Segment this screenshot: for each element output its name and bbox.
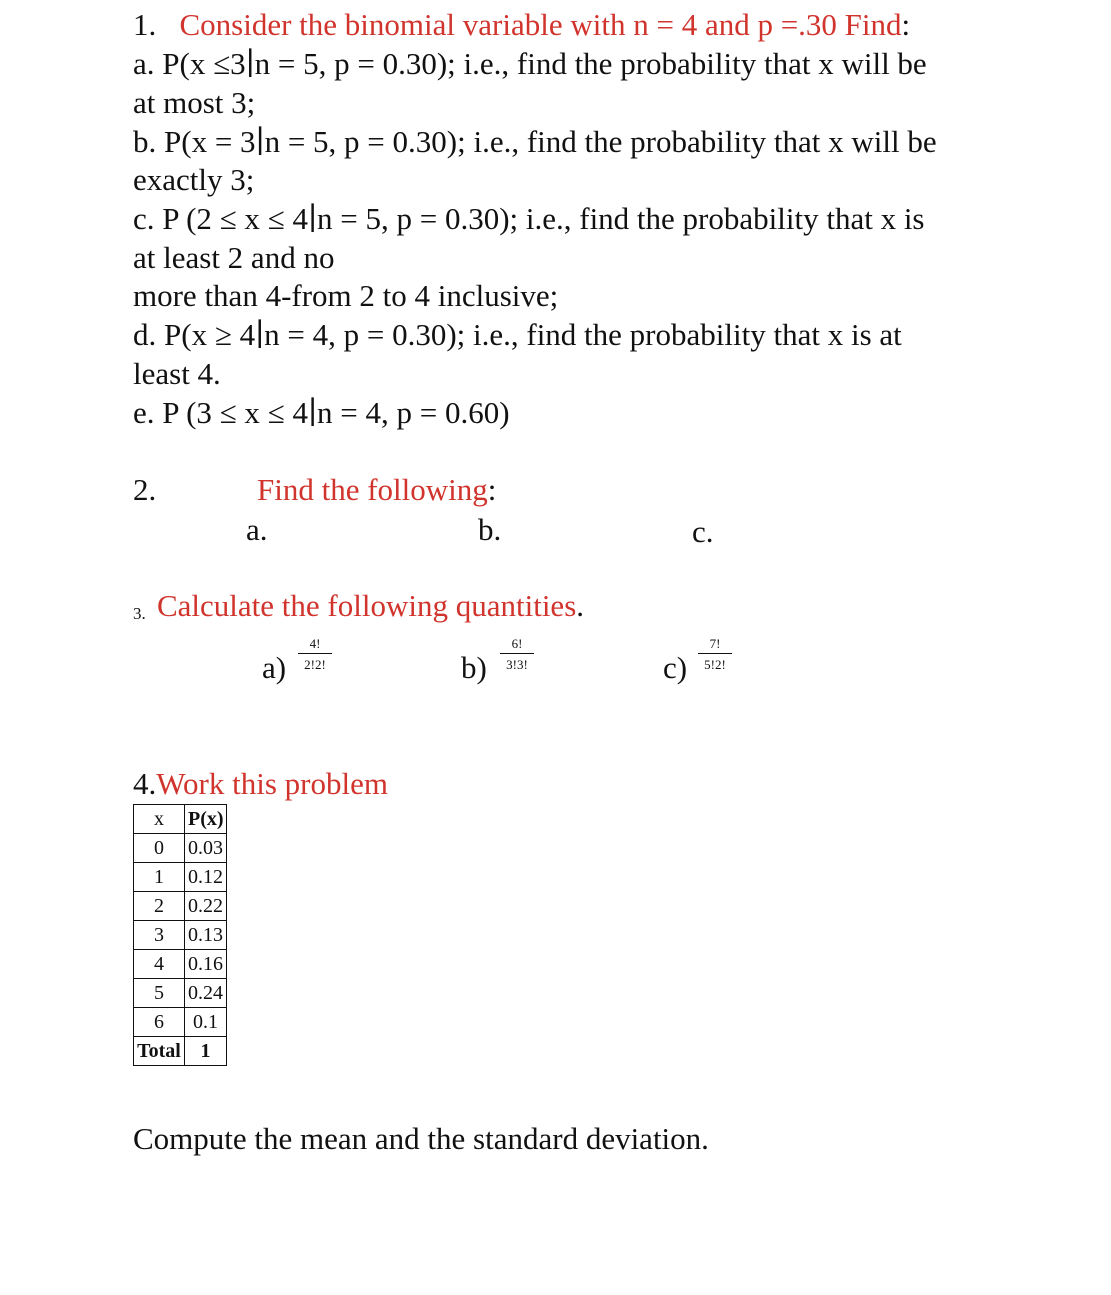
table-row xyxy=(134,834,227,863)
q1b-line1: b. P(x = 3∣n = 5, p = 0.30); i.e., find the probability that x will be xyxy=(133,124,937,159)
table-cell-px: 0.13 xyxy=(185,921,227,950)
table-header-x: x xyxy=(134,805,185,834)
table-cell-px: 0.1 xyxy=(185,1008,227,1037)
table-cell-px: 0.16 xyxy=(185,950,227,979)
q3-item-b-numerator: 6! xyxy=(500,636,534,654)
q4-heading-text: Work this problem xyxy=(156,766,388,801)
q2-label-c: c. xyxy=(692,514,714,549)
table-row xyxy=(134,863,227,892)
q3-period: . xyxy=(576,588,585,623)
table-cell-x: 2 xyxy=(134,892,185,921)
q3-item-a-numerator: 4! xyxy=(298,636,332,654)
table-cell-px: 0.24 xyxy=(185,979,227,1008)
q3-item-b-label: b) xyxy=(461,650,487,685)
q3-item-b-fraction xyxy=(500,636,534,672)
table-cell-x: 3 xyxy=(134,921,185,950)
q1c-line3: more than 4-from 2 to 4 inclusive; xyxy=(133,278,559,313)
table-cell-px: 0.12 xyxy=(185,863,227,892)
table-total-row xyxy=(134,1037,227,1066)
q1c-line1: c. P (2 ≤ x ≤ 4∣n = 5, p = 0.30); i.e., find the probability that x is xyxy=(133,201,925,236)
q2-colon: : xyxy=(487,472,497,507)
table-total-value: 1 xyxy=(185,1037,227,1066)
table-cell-x: 6 xyxy=(134,1008,185,1037)
table-cell-x: 1 xyxy=(134,863,185,892)
q2-heading-text: Find the following xyxy=(257,472,488,507)
table-row xyxy=(134,1008,227,1037)
q1c-line2: at least 2 and no xyxy=(133,240,335,275)
q1a-line1: a. P(x ≤3∣n = 5, p = 0.30); i.e., find the probability that x will be xyxy=(133,46,927,81)
q1-heading-text: Consider the binomial variable with n = 4 and p =.30 Find xyxy=(179,7,902,42)
q3-item-a-label: a) xyxy=(262,650,287,685)
table-cell-x: 4 xyxy=(134,950,185,979)
table-row xyxy=(134,950,227,979)
q3-heading xyxy=(157,587,584,625)
q2-number: 2. xyxy=(133,472,157,507)
q1e-line1: e. P (3 ≤ x ≤ 4∣n = 4, p = 0.60) xyxy=(133,395,510,430)
q3-item-c-denominator: 5!2! xyxy=(704,657,726,672)
table-header-row xyxy=(134,805,227,834)
table-cell-x: 5 xyxy=(134,979,185,1008)
q2-heading xyxy=(257,471,496,509)
q3-item-a-denominator: 2!2! xyxy=(304,657,326,672)
table-cell-px: 0.03 xyxy=(185,834,227,863)
probability-table xyxy=(133,804,227,1066)
table-row xyxy=(134,979,227,1008)
q3-item-c-label: c) xyxy=(663,650,688,685)
q1-colon: : xyxy=(901,7,911,42)
q2-label-a: a. xyxy=(246,512,268,547)
table-total-label: Total xyxy=(134,1037,185,1066)
q3-heading-text: Calculate the following quantities xyxy=(157,588,577,623)
q1a-line2: at most 3; xyxy=(133,85,256,120)
q1-heading xyxy=(133,6,910,44)
q3-item-b-denominator: 3!3! xyxy=(506,657,528,672)
q4-instruction: Compute the mean and the standard deviation. xyxy=(133,1121,709,1156)
q1d-line2: least 4. xyxy=(133,356,221,391)
q3-item-c-numerator: 7! xyxy=(698,636,732,654)
table-header-px: P(x) xyxy=(185,805,227,834)
q3-number: 3. xyxy=(133,604,146,623)
q2-label-b: b. xyxy=(478,512,502,547)
q1d-line1: d. P(x ≥ 4∣n = 4, p = 0.30); i.e., find the probability that x is at xyxy=(133,317,902,352)
q3-item-c-fraction xyxy=(698,636,732,672)
table-row xyxy=(134,921,227,950)
q4-number: 4. xyxy=(133,766,157,801)
q4-heading xyxy=(133,765,388,803)
q3-item-a-fraction xyxy=(298,636,332,672)
q1-number: 1. xyxy=(133,7,157,42)
table-cell-px: 0.22 xyxy=(185,892,227,921)
table-cell-x: 0 xyxy=(134,834,185,863)
table-row xyxy=(134,892,227,921)
q1b-line2: exactly 3; xyxy=(133,162,255,197)
